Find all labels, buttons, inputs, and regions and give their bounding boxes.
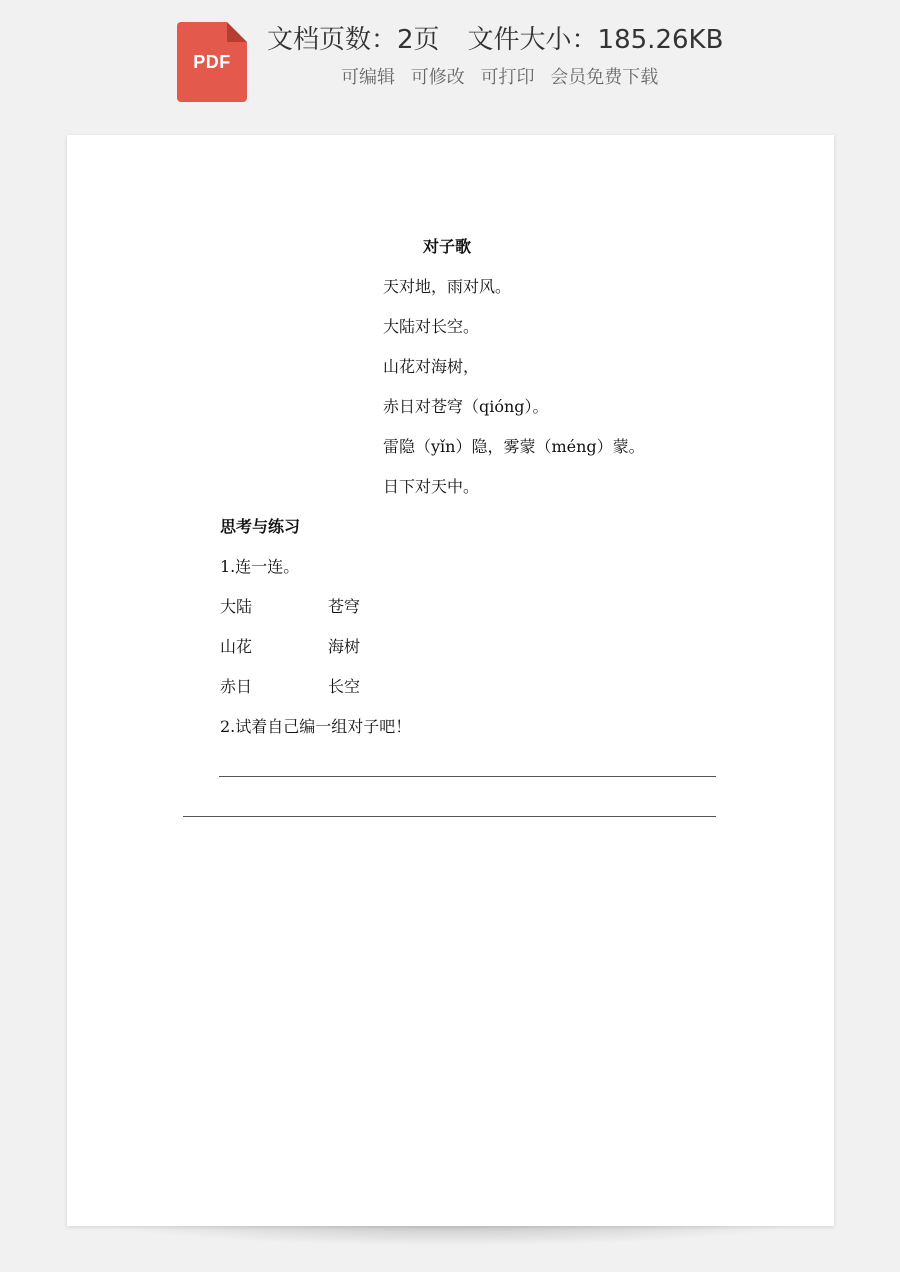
feature-modifiable: 可修改 <box>410 67 465 88</box>
question-2: 2.试着自己编一组对子吧！ <box>220 717 412 736</box>
document-page <box>67 135 834 1226</box>
feature-list <box>341 64 668 92</box>
poem-line: 大陆对长空。 <box>383 317 480 336</box>
pair-right-term: 苍穹 <box>328 597 361 616</box>
feature-printable: 可打印 <box>480 67 535 88</box>
document-content <box>67 135 834 1226</box>
poem-line: 日下对天中。 <box>383 477 480 496</box>
poem-line: 山花对海树， <box>383 357 480 376</box>
page-fold-corner <box>227 22 247 42</box>
answer-line <box>219 776 716 777</box>
poem-line: 雷隐（yǐn）隐，雾蒙（méng）蒙。 <box>383 437 645 456</box>
pair-right-term: 长空 <box>328 677 361 696</box>
pdf-icon-label: PDF <box>193 52 231 72</box>
file-info-title <box>267 20 723 60</box>
feature-editable: 可编辑 <box>341 67 395 88</box>
feature-member-download: 会员免费下载 <box>550 67 659 88</box>
page-count-text: 文档页数：2页 <box>267 25 440 55</box>
question-1: 1.连一连。 <box>220 557 300 576</box>
pdf-file-icon <box>177 22 247 102</box>
poem-line: 赤日对苍穹（qióng）。 <box>383 397 549 416</box>
pair-left-term: 大陆 <box>220 597 253 616</box>
pair-left-term: 赤日 <box>220 677 253 696</box>
exercise-heading: 思考与练习 <box>220 517 301 536</box>
answer-line <box>183 816 716 817</box>
poem-title: 对子歌 <box>423 237 472 256</box>
pair-left-term: 山花 <box>220 637 253 656</box>
poem-line: 天对地，雨对风。 <box>383 277 512 296</box>
document-info-header <box>0 0 900 120</box>
file-size-text: 文件大小：185.26KB <box>467 25 724 55</box>
pair-right-term: 海树 <box>328 637 361 656</box>
